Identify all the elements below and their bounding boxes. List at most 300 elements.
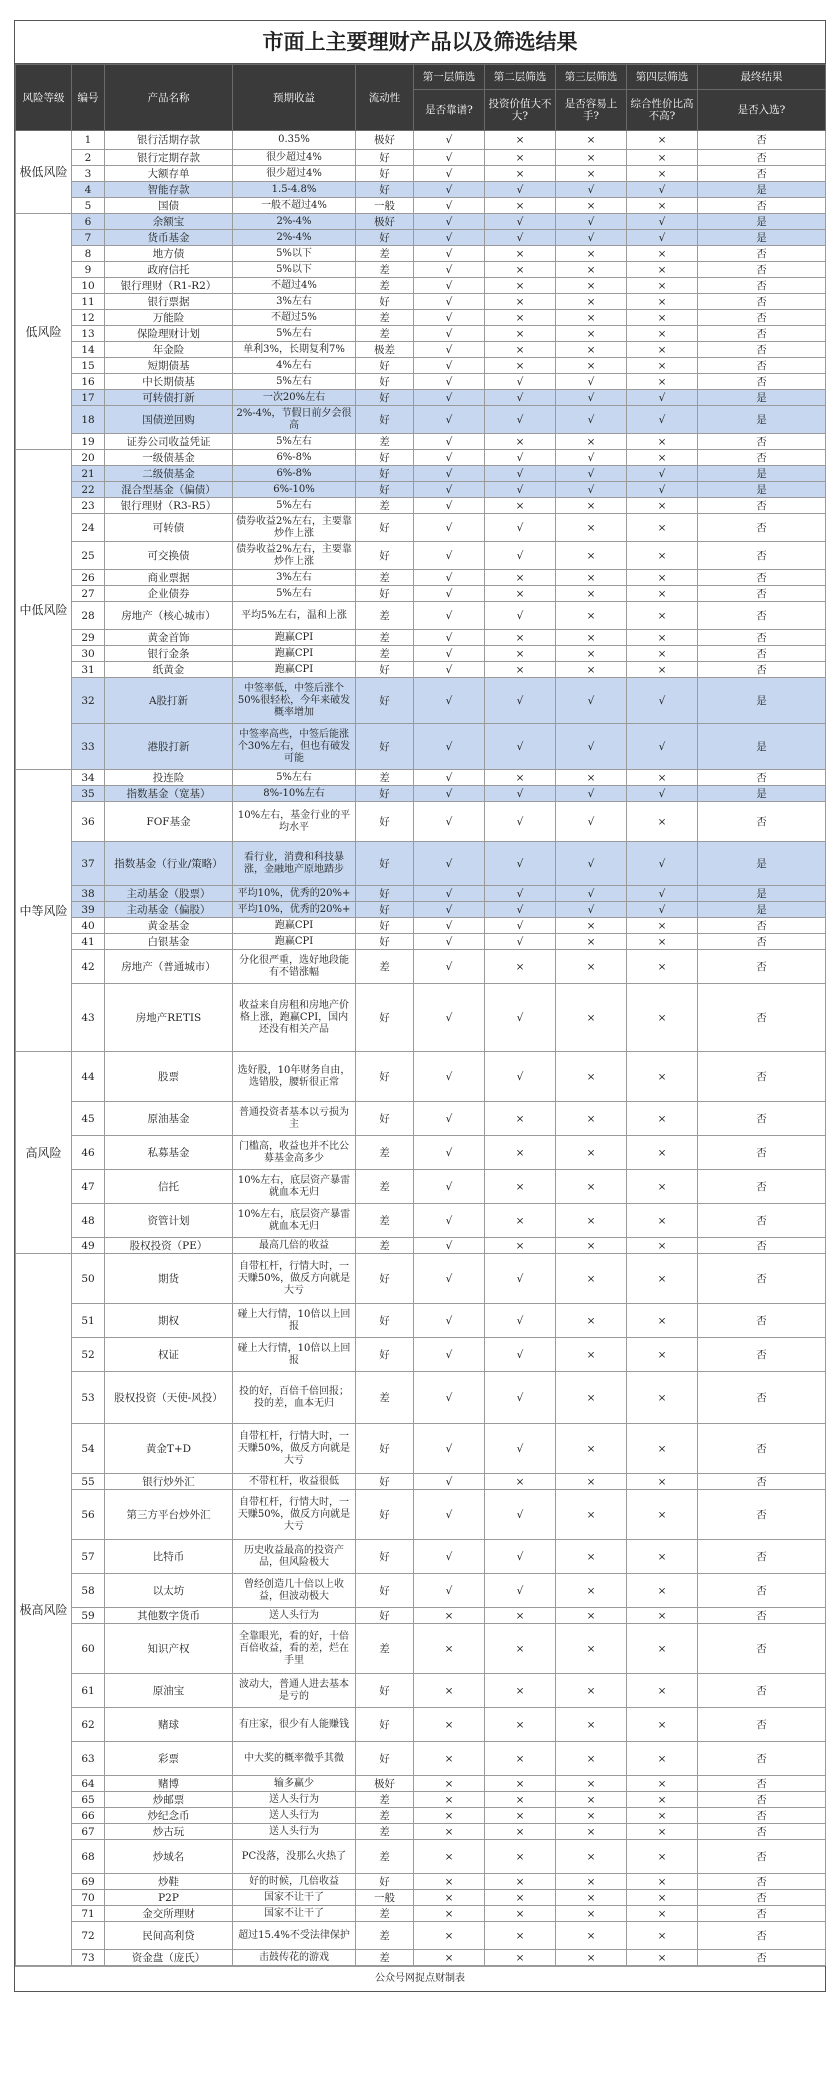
col-filter4: 第四层筛选 bbox=[627, 65, 698, 90]
yield-cell: 跑赢CPI bbox=[233, 918, 356, 934]
filter1-cell: √ bbox=[414, 262, 485, 278]
final-cell: 否 bbox=[698, 1922, 826, 1950]
table-row bbox=[16, 902, 826, 918]
final-cell: 否 bbox=[698, 586, 826, 602]
filter1-cell: √ bbox=[414, 390, 485, 406]
liquidity-cell: 差 bbox=[356, 646, 414, 662]
final-cell: 否 bbox=[698, 1674, 826, 1708]
final-cell: 否 bbox=[698, 646, 826, 662]
liquidity-cell: 一般 bbox=[356, 198, 414, 214]
filter1-cell: √ bbox=[414, 630, 485, 646]
no-cell: 52 bbox=[72, 1338, 105, 1372]
yield-cell: 很少超过4% bbox=[233, 150, 356, 166]
filter1-cell: × bbox=[414, 1674, 485, 1708]
name-cell: 余额宝 bbox=[105, 214, 233, 230]
filter2-cell: √ bbox=[485, 602, 556, 630]
name-cell: 房地产（核心城市） bbox=[105, 602, 233, 630]
yield-cell: 中签率高些，中签后能涨个30%左右，但也有破发可能 bbox=[233, 724, 356, 770]
filter1-cell: × bbox=[414, 1950, 485, 1966]
yield-cell: 中大奖的概率微乎其微 bbox=[233, 1742, 356, 1776]
no-cell: 33 bbox=[72, 724, 105, 770]
table-row bbox=[16, 1338, 826, 1372]
filter1-cell: × bbox=[414, 1708, 485, 1742]
table-row bbox=[16, 498, 826, 514]
no-cell: 15 bbox=[72, 358, 105, 374]
final-cell: 否 bbox=[698, 1474, 826, 1490]
filter4-cell: √ bbox=[627, 230, 698, 246]
filter3-cell: × bbox=[556, 1574, 627, 1608]
no-cell: 23 bbox=[72, 498, 105, 514]
filter4-cell: × bbox=[627, 294, 698, 310]
filter3-cell: √ bbox=[556, 842, 627, 886]
col-risk: 风险等级 bbox=[16, 65, 72, 131]
final-cell: 否 bbox=[698, 1052, 826, 1102]
no-cell: 48 bbox=[72, 1204, 105, 1238]
filter3-cell: √ bbox=[556, 802, 627, 842]
filter2-cell: √ bbox=[485, 842, 556, 886]
col-filter2: 第二层筛选 bbox=[485, 65, 556, 90]
no-cell: 46 bbox=[72, 1136, 105, 1170]
no-cell: 72 bbox=[72, 1922, 105, 1950]
filter3-cell: × bbox=[556, 1624, 627, 1674]
liquidity-cell: 极好 bbox=[356, 131, 414, 150]
filter1-cell: √ bbox=[414, 358, 485, 374]
no-cell: 54 bbox=[72, 1424, 105, 1474]
final-cell: 否 bbox=[698, 150, 826, 166]
filter2-cell: × bbox=[485, 662, 556, 678]
table-row bbox=[16, 326, 826, 342]
no-cell: 47 bbox=[72, 1170, 105, 1204]
liquidity-cell: 差 bbox=[356, 278, 414, 294]
table-row bbox=[16, 1624, 826, 1674]
final-cell: 否 bbox=[698, 198, 826, 214]
filter4-cell: × bbox=[627, 1540, 698, 1574]
filter3-cell: × bbox=[556, 1840, 627, 1874]
filter1-cell: √ bbox=[414, 770, 485, 786]
filter4-cell: × bbox=[627, 278, 698, 294]
table-row bbox=[16, 1490, 826, 1540]
filter1-cell: √ bbox=[414, 374, 485, 390]
no-cell: 43 bbox=[72, 984, 105, 1052]
filter4-cell: × bbox=[627, 1624, 698, 1674]
filter3-cell: × bbox=[556, 1170, 627, 1204]
name-cell: 国债逆回购 bbox=[105, 406, 233, 434]
filter4-cell: × bbox=[627, 542, 698, 570]
filter4-cell: × bbox=[627, 150, 698, 166]
name-cell: 期权 bbox=[105, 1304, 233, 1338]
final-cell: 否 bbox=[698, 1776, 826, 1792]
filter4-cell: × bbox=[627, 358, 698, 374]
filter1-cell: √ bbox=[414, 1574, 485, 1608]
yield-cell: 门槛高，收益也并不比公募基金高多少 bbox=[233, 1136, 356, 1170]
name-cell: 中长期债基 bbox=[105, 374, 233, 390]
name-cell: 可交换债 bbox=[105, 542, 233, 570]
no-cell: 66 bbox=[72, 1808, 105, 1824]
liquidity-cell: 好 bbox=[356, 1490, 414, 1540]
filter3-cell: × bbox=[556, 1238, 627, 1254]
filter2-cell: × bbox=[485, 770, 556, 786]
filter2-cell: √ bbox=[485, 1338, 556, 1372]
yield-cell: 送人头行为 bbox=[233, 1808, 356, 1824]
table-row bbox=[16, 1950, 826, 1966]
name-cell: 短期债基 bbox=[105, 358, 233, 374]
liquidity-cell: 好 bbox=[356, 842, 414, 886]
filter4-cell: × bbox=[627, 918, 698, 934]
no-cell: 41 bbox=[72, 934, 105, 950]
name-cell: 金交所理财 bbox=[105, 1906, 233, 1922]
no-cell: 22 bbox=[72, 482, 105, 498]
filter3-cell: √ bbox=[556, 406, 627, 434]
no-cell: 40 bbox=[72, 918, 105, 934]
filter1-cell: × bbox=[414, 1742, 485, 1776]
filter2-cell: × bbox=[485, 434, 556, 450]
filter2-cell: × bbox=[485, 278, 556, 294]
filter2-cell: √ bbox=[485, 374, 556, 390]
name-cell: 比特币 bbox=[105, 1540, 233, 1574]
filter3-cell: × bbox=[556, 1742, 627, 1776]
table-row bbox=[16, 131, 826, 150]
liquidity-cell: 好 bbox=[356, 182, 414, 198]
no-cell: 27 bbox=[72, 586, 105, 602]
filter1-cell: √ bbox=[414, 342, 485, 358]
table-row bbox=[16, 1170, 826, 1204]
yield-cell: 一般不超过4% bbox=[233, 198, 356, 214]
no-cell: 73 bbox=[72, 1950, 105, 1966]
filter1-cell: √ bbox=[414, 450, 485, 466]
liquidity-cell: 差 bbox=[356, 1824, 414, 1840]
yield-cell: 自带杠杆，行情大时，一天赚50%，做反方向就是大亏 bbox=[233, 1254, 356, 1304]
liquidity-cell: 好 bbox=[356, 1540, 414, 1574]
table-row bbox=[16, 278, 826, 294]
filter3-cell: × bbox=[556, 984, 627, 1052]
yield-cell: 普通投资者基本以亏损为主 bbox=[233, 1102, 356, 1136]
filter4-cell: × bbox=[627, 1742, 698, 1776]
yield-cell: 最高几倍的收益 bbox=[233, 1238, 356, 1254]
name-cell: 黄金首饰 bbox=[105, 630, 233, 646]
filter1-cell: √ bbox=[414, 131, 485, 150]
name-cell: 股权投资（PE） bbox=[105, 1238, 233, 1254]
yield-cell: 10%左右，底层资产暴雷就血本无归 bbox=[233, 1170, 356, 1204]
footer-text: 公众号网捉点财制表 bbox=[375, 1973, 465, 1984]
filter2-cell: × bbox=[485, 150, 556, 166]
name-cell: 混合型基金（偏债） bbox=[105, 482, 233, 498]
filter2-cell: × bbox=[485, 1102, 556, 1136]
yield-cell: 5%左右 bbox=[233, 770, 356, 786]
filter2-cell: √ bbox=[485, 390, 556, 406]
liquidity-cell: 好 bbox=[356, 166, 414, 182]
table-row bbox=[16, 678, 826, 724]
liquidity-cell: 一般 bbox=[356, 1890, 414, 1906]
filter3-cell: × bbox=[556, 1708, 627, 1742]
table-row bbox=[16, 198, 826, 214]
risk-level-cell: 中低风险 bbox=[16, 450, 72, 770]
filter1-cell: √ bbox=[414, 214, 485, 230]
table-row bbox=[16, 150, 826, 166]
final-cell: 是 bbox=[698, 482, 826, 498]
filter3-cell: × bbox=[556, 1474, 627, 1490]
final-cell: 否 bbox=[698, 498, 826, 514]
table-row bbox=[16, 934, 826, 950]
filter3-cell: × bbox=[556, 1792, 627, 1808]
table-row bbox=[16, 1742, 826, 1776]
filter3-cell: × bbox=[556, 1824, 627, 1840]
filter4-cell: × bbox=[627, 1490, 698, 1540]
filter1-cell: √ bbox=[414, 482, 485, 498]
no-cell: 61 bbox=[72, 1674, 105, 1708]
filter3-cell: × bbox=[556, 1338, 627, 1372]
name-cell: 年金险 bbox=[105, 342, 233, 358]
liquidity-cell: 好 bbox=[356, 406, 414, 434]
filter4-cell: √ bbox=[627, 786, 698, 802]
yield-cell: 不超过5% bbox=[233, 310, 356, 326]
table-row bbox=[16, 1708, 826, 1742]
liquidity-cell: 好 bbox=[356, 662, 414, 678]
filter2-cell: × bbox=[485, 310, 556, 326]
no-cell: 21 bbox=[72, 466, 105, 482]
filter2-cell: × bbox=[485, 950, 556, 984]
risk-level-cell: 低风险 bbox=[16, 214, 72, 450]
liquidity-cell: 好 bbox=[356, 918, 414, 934]
results-sheet bbox=[14, 20, 826, 1992]
filter3-cell: × bbox=[556, 514, 627, 542]
filter3-cell: × bbox=[556, 570, 627, 586]
filter4-cell: × bbox=[627, 1776, 698, 1792]
yield-cell: 2%-4%，节假日前夕会很高 bbox=[233, 406, 356, 434]
filter2-cell: √ bbox=[485, 902, 556, 918]
filter2-cell: × bbox=[485, 1922, 556, 1950]
no-cell: 55 bbox=[72, 1474, 105, 1490]
filter1-cell: √ bbox=[414, 902, 485, 918]
filter1-cell: √ bbox=[414, 466, 485, 482]
filter4-cell: × bbox=[627, 586, 698, 602]
no-cell: 11 bbox=[72, 294, 105, 310]
final-cell: 是 bbox=[698, 214, 826, 230]
table-row bbox=[16, 390, 826, 406]
filter2-cell: × bbox=[485, 1874, 556, 1890]
filter2-cell: × bbox=[485, 1890, 556, 1906]
filter3-cell: × bbox=[556, 1890, 627, 1906]
filter1-cell: × bbox=[414, 1906, 485, 1922]
liquidity-cell: 好 bbox=[356, 390, 414, 406]
filter1-cell: √ bbox=[414, 310, 485, 326]
filter3-cell: × bbox=[556, 770, 627, 786]
yield-cell: 很少超过4% bbox=[233, 166, 356, 182]
final-cell: 否 bbox=[698, 950, 826, 984]
filter3-cell: × bbox=[556, 434, 627, 450]
name-cell: 炒古玩 bbox=[105, 1824, 233, 1840]
final-cell: 否 bbox=[698, 602, 826, 630]
table-row bbox=[16, 214, 826, 230]
filter1-cell: √ bbox=[414, 786, 485, 802]
table-row bbox=[16, 246, 826, 262]
no-cell: 36 bbox=[72, 802, 105, 842]
liquidity-cell: 好 bbox=[356, 1052, 414, 1102]
final-cell: 否 bbox=[698, 1304, 826, 1338]
filter1-cell: √ bbox=[414, 934, 485, 950]
name-cell: 银行票据 bbox=[105, 294, 233, 310]
no-cell: 68 bbox=[72, 1840, 105, 1874]
name-cell: 原油宝 bbox=[105, 1674, 233, 1708]
filter4-cell: √ bbox=[627, 406, 698, 434]
liquidity-cell: 好 bbox=[356, 1474, 414, 1490]
name-cell: P2P bbox=[105, 1890, 233, 1906]
liquidity-cell: 差 bbox=[356, 1136, 414, 1170]
table-row bbox=[16, 630, 826, 646]
final-cell: 是 bbox=[698, 390, 826, 406]
filter3-cell: √ bbox=[556, 450, 627, 466]
no-cell: 2 bbox=[72, 150, 105, 166]
filter4-cell: × bbox=[627, 1574, 698, 1608]
filter3-cell: × bbox=[556, 1776, 627, 1792]
liquidity-cell: 好 bbox=[356, 450, 414, 466]
filter4-cell: × bbox=[627, 1906, 698, 1922]
final-cell: 否 bbox=[698, 1708, 826, 1742]
filter2-cell: √ bbox=[485, 466, 556, 482]
filter1-cell: √ bbox=[414, 1170, 485, 1204]
final-cell: 否 bbox=[698, 802, 826, 842]
filter2-cell: × bbox=[485, 1950, 556, 1966]
filter2-cell: × bbox=[485, 198, 556, 214]
filter2-cell: √ bbox=[485, 886, 556, 902]
filter1-cell: √ bbox=[414, 1490, 485, 1540]
liquidity-cell: 差 bbox=[356, 1372, 414, 1424]
name-cell: 投连险 bbox=[105, 770, 233, 786]
filter2-cell: √ bbox=[485, 1574, 556, 1608]
final-cell: 否 bbox=[698, 630, 826, 646]
filter2-cell: × bbox=[485, 246, 556, 262]
final-cell: 是 bbox=[698, 406, 826, 434]
filter1-cell: × bbox=[414, 1874, 485, 1890]
filter3-cell: √ bbox=[556, 466, 627, 482]
filter4-cell: × bbox=[627, 646, 698, 662]
yield-cell: 平均5%左右，温和上涨 bbox=[233, 602, 356, 630]
name-cell: 港股打新 bbox=[105, 724, 233, 770]
liquidity-cell: 差 bbox=[356, 1840, 414, 1874]
filter1-cell: √ bbox=[414, 662, 485, 678]
no-cell: 38 bbox=[72, 886, 105, 902]
filter2-cell: × bbox=[485, 1608, 556, 1624]
filter4-cell: × bbox=[627, 950, 698, 984]
name-cell: 其他数字货币 bbox=[105, 1608, 233, 1624]
liquidity-cell: 差 bbox=[356, 262, 414, 278]
filter1-cell: √ bbox=[414, 514, 485, 542]
table-row bbox=[16, 570, 826, 586]
name-cell: 炒域名 bbox=[105, 1840, 233, 1874]
final-cell: 是 bbox=[698, 466, 826, 482]
name-cell: 房地产（普通城市） bbox=[105, 950, 233, 984]
yield-cell: 波动大，普通人进去基本是亏的 bbox=[233, 1674, 356, 1708]
liquidity-cell: 差 bbox=[356, 1170, 414, 1204]
yield-cell: 碰上大行情，10倍以上回报 bbox=[233, 1304, 356, 1338]
no-cell: 8 bbox=[72, 246, 105, 262]
filter3-cell: × bbox=[556, 131, 627, 150]
no-cell: 19 bbox=[72, 434, 105, 450]
filter3-cell: × bbox=[556, 198, 627, 214]
no-cell: 29 bbox=[72, 630, 105, 646]
yield-cell: 跑赢CPI bbox=[233, 662, 356, 678]
filter4-cell: × bbox=[627, 802, 698, 842]
final-cell: 是 bbox=[698, 902, 826, 918]
yield-cell: 历史收益最高的投资产品，但风险极大 bbox=[233, 1540, 356, 1574]
table-row bbox=[16, 1792, 826, 1808]
filter1-cell: √ bbox=[414, 842, 485, 886]
final-cell: 否 bbox=[698, 1372, 826, 1424]
filter1-cell: √ bbox=[414, 1372, 485, 1424]
filter4-cell: × bbox=[627, 1808, 698, 1824]
filter4-cell: × bbox=[627, 262, 698, 278]
yield-cell: 国家不让干了 bbox=[233, 1890, 356, 1906]
name-cell: 二级债基金 bbox=[105, 466, 233, 482]
table-row bbox=[16, 586, 826, 602]
yield-cell: 1.5-4.8% bbox=[233, 182, 356, 198]
final-cell: 否 bbox=[698, 984, 826, 1052]
yield-cell: 6%-10% bbox=[233, 482, 356, 498]
table-row bbox=[16, 1608, 826, 1624]
filter3-cell: × bbox=[556, 150, 627, 166]
filter3-cell: × bbox=[556, 1424, 627, 1474]
final-cell: 否 bbox=[698, 1102, 826, 1136]
filter2-cell: √ bbox=[485, 514, 556, 542]
filter3-cell: × bbox=[556, 294, 627, 310]
filter4-cell: √ bbox=[627, 902, 698, 918]
col-final: 最终结果 bbox=[698, 65, 826, 90]
name-cell: 智能存款 bbox=[105, 182, 233, 198]
filter3-cell: × bbox=[556, 1372, 627, 1424]
filter4-cell: × bbox=[627, 1238, 698, 1254]
table-body bbox=[16, 131, 826, 1966]
filter1-cell: √ bbox=[414, 246, 485, 262]
filter1-cell: √ bbox=[414, 570, 485, 586]
liquidity-cell: 好 bbox=[356, 1608, 414, 1624]
yield-cell: 跑赢CPI bbox=[233, 630, 356, 646]
table-row bbox=[16, 724, 826, 770]
filter3-cell: √ bbox=[556, 390, 627, 406]
liquidity-cell: 好 bbox=[356, 984, 414, 1052]
final-cell: 否 bbox=[698, 1338, 826, 1372]
yield-cell: 击鼓传花的游戏 bbox=[233, 1950, 356, 1966]
liquidity-cell: 差 bbox=[356, 1792, 414, 1808]
filter2-cell: × bbox=[485, 358, 556, 374]
name-cell: 资金盘（庞氏） bbox=[105, 1950, 233, 1966]
filter1-cell: √ bbox=[414, 542, 485, 570]
final-cell: 否 bbox=[698, 294, 826, 310]
final-cell: 否 bbox=[698, 1574, 826, 1608]
final-cell: 否 bbox=[698, 918, 826, 934]
name-cell: 银行定期存款 bbox=[105, 150, 233, 166]
no-cell: 57 bbox=[72, 1540, 105, 1574]
no-cell: 69 bbox=[72, 1874, 105, 1890]
filter2-cell: √ bbox=[485, 724, 556, 770]
table-row bbox=[16, 602, 826, 630]
name-cell: 房地产RETIS bbox=[105, 984, 233, 1052]
filter2-cell: × bbox=[485, 1906, 556, 1922]
liquidity-cell: 好 bbox=[356, 150, 414, 166]
table-row bbox=[16, 1254, 826, 1304]
filter2-cell: × bbox=[485, 262, 556, 278]
final-cell: 否 bbox=[698, 1608, 826, 1624]
final-cell: 否 bbox=[698, 542, 826, 570]
filter4-cell: × bbox=[627, 374, 698, 390]
yield-cell: 好的时候，几倍收益 bbox=[233, 1874, 356, 1890]
filter1-cell: √ bbox=[414, 1424, 485, 1474]
table-row bbox=[16, 918, 826, 934]
final-cell: 否 bbox=[698, 1950, 826, 1966]
filter1-cell: √ bbox=[414, 230, 485, 246]
no-cell: 30 bbox=[72, 646, 105, 662]
filter4-question: 综合性价比高不高? bbox=[627, 90, 698, 131]
no-cell: 26 bbox=[72, 570, 105, 586]
yield-cell: 10%左右，基金行业的平均水平 bbox=[233, 802, 356, 842]
